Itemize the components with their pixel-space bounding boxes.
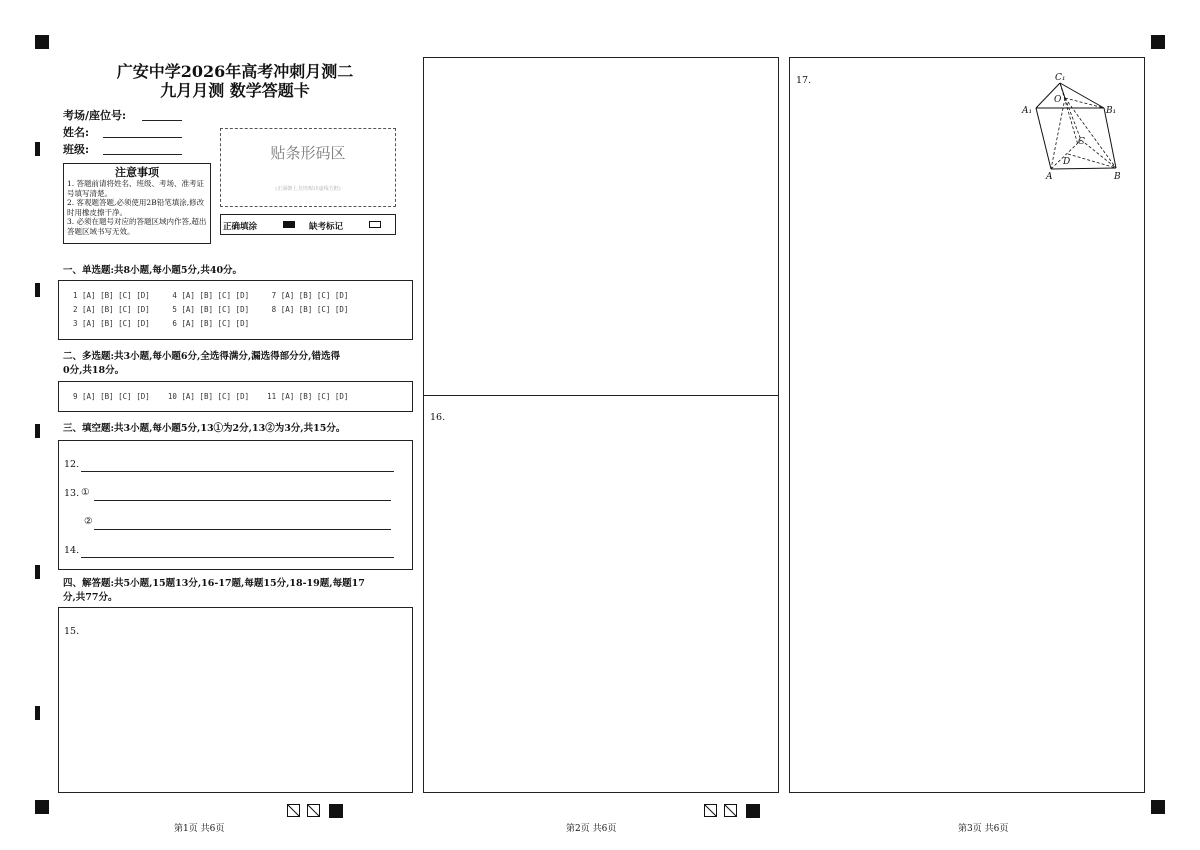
corner-marker-top-left <box>35 35 49 49</box>
corner-marker-bottom-right <box>1151 800 1165 814</box>
page-check-box <box>287 804 300 817</box>
answer-area-15[interactable] <box>58 607 413 793</box>
corner-marker-top-right <box>1151 35 1165 49</box>
vertex-label-b: B <box>1114 172 1121 182</box>
single-choice-box <box>58 280 413 340</box>
barcode-hint: (正面朝上,切勿贴出虚线方框) <box>275 186 341 192</box>
section2-heading-cont: 0分,共18分。 <box>63 365 125 376</box>
corner-marker-bottom-left <box>35 800 49 814</box>
section3-heading: 三、填空题:共3小题,每小题5分,13①为2分,13②为3分,共15分。 <box>63 423 346 434</box>
multi-choice-row[interactable]: 9 [A] [B] [C] [D] 10 [A] [B] [C] [D] 11 [A] [B] [C] [D] <box>73 392 349 401</box>
section1-heading: 一、单选题:共8小题,每小题5分,共40分。 <box>63 265 243 276</box>
fill-blank-box <box>58 440 413 570</box>
single-choice-row[interactable]: 3 [A] [B] [C] [D] 6 [A] [B] [C] [D] <box>73 319 250 328</box>
answer-area-16[interactable] <box>423 395 779 793</box>
side-marker <box>35 565 40 579</box>
side-marker <box>35 424 40 438</box>
absent-mark-label: 缺考标记 <box>309 222 344 232</box>
notice-item: 2. 客观题答题,必须使用2B铅笔填涂,修改时用橡皮擦干净。 <box>67 198 205 217</box>
question-13-number: 13. <box>64 488 80 499</box>
name-field[interactable] <box>103 137 182 138</box>
page-number-1: 第1页 共6页 <box>174 824 225 834</box>
class-field[interactable] <box>103 154 182 155</box>
answer-line-13-part1[interactable] <box>94 500 391 501</box>
vertex-label-o: O <box>1054 95 1062 105</box>
vertex-label-b1: B₁ <box>1106 106 1117 116</box>
question-13-part1-label: ① <box>81 487 90 498</box>
name-label: 姓名: <box>63 126 90 139</box>
barcode-area <box>220 128 396 207</box>
prism-figure <box>1018 70 1128 182</box>
fill-legend <box>220 214 396 235</box>
side-marker <box>35 142 40 156</box>
seat-label: 考场/座位号: <box>63 109 127 122</box>
side-marker <box>35 706 40 720</box>
answer-line-12[interactable] <box>81 471 394 472</box>
notice-item: 1. 答题前请将姓名、班级、考场、准考证号填写清楚。 <box>67 179 205 198</box>
answer-line-14[interactable] <box>81 557 394 558</box>
question-17-number: 17. <box>796 75 812 86</box>
side-marker <box>35 283 40 297</box>
single-choice-row[interactable]: 2 [A] [B] [C] [D] 5 [A] [B] [C] [D] 8 [A] [B] [C] [D] <box>73 305 349 314</box>
question-16-number: 16. <box>430 412 446 423</box>
question-15-number: 15. <box>64 626 80 637</box>
vertex-label-d: D <box>1063 157 1071 167</box>
section4-heading-cont: 分,共77分。 <box>63 592 118 603</box>
question-13-part2-label: ② <box>84 516 93 527</box>
page-check-box <box>704 804 717 817</box>
single-choice-row[interactable]: 1 [A] [B] [C] [D] 4 [A] [B] [C] [D] 7 [A] [B] [C] [D] <box>73 291 349 300</box>
section4-heading: 四、解答题:共5小题,15题13分,16-17题,每题15分,18-19题,每题17 <box>63 578 365 589</box>
section2-heading: 二、多选题:共3小题,每小题6分,全选得满分,漏选得部分分,错选得 <box>63 351 340 362</box>
seat-field[interactable] <box>142 120 182 121</box>
correct-fill-sample <box>283 221 295 228</box>
page-number-2: 第2页 共6页 <box>566 824 617 834</box>
page-check-box <box>307 804 320 817</box>
page-fill-marker <box>329 804 343 818</box>
barcode-label: 贴条形码区 <box>270 144 346 162</box>
question-14-number: 14. <box>64 545 80 556</box>
answer-line-13-part2[interactable] <box>94 529 391 530</box>
answer-area-15-continued[interactable] <box>423 57 779 396</box>
correct-fill-label: 正确填涂 <box>223 222 258 232</box>
question-12-number: 12. <box>64 459 80 470</box>
vertex-label-c1: C₁ <box>1055 73 1066 83</box>
class-label: 班级: <box>63 143 90 156</box>
page-fill-marker <box>746 804 760 818</box>
notice-box <box>63 163 211 244</box>
page-title-line2: 九月月测 数学答题卡 <box>160 81 310 100</box>
page-check-box <box>724 804 737 817</box>
multi-choice-box <box>58 381 413 412</box>
notice-title: 注意事项 <box>115 166 159 179</box>
page-title-line1: 广安中学2026年高考冲刺月测二 <box>116 62 354 81</box>
notice-item: 3. 必须在题号对应的答题区域内作答,超出答题区域书写无效。 <box>67 217 207 236</box>
vertex-label-c: C <box>1078 137 1085 147</box>
absent-mark-box[interactable] <box>369 221 381 228</box>
page-number-3: 第3页 共6页 <box>958 824 1009 834</box>
vertex-label-a: A <box>1046 172 1053 182</box>
vertex-label-a1: A₁ <box>1022 106 1033 116</box>
